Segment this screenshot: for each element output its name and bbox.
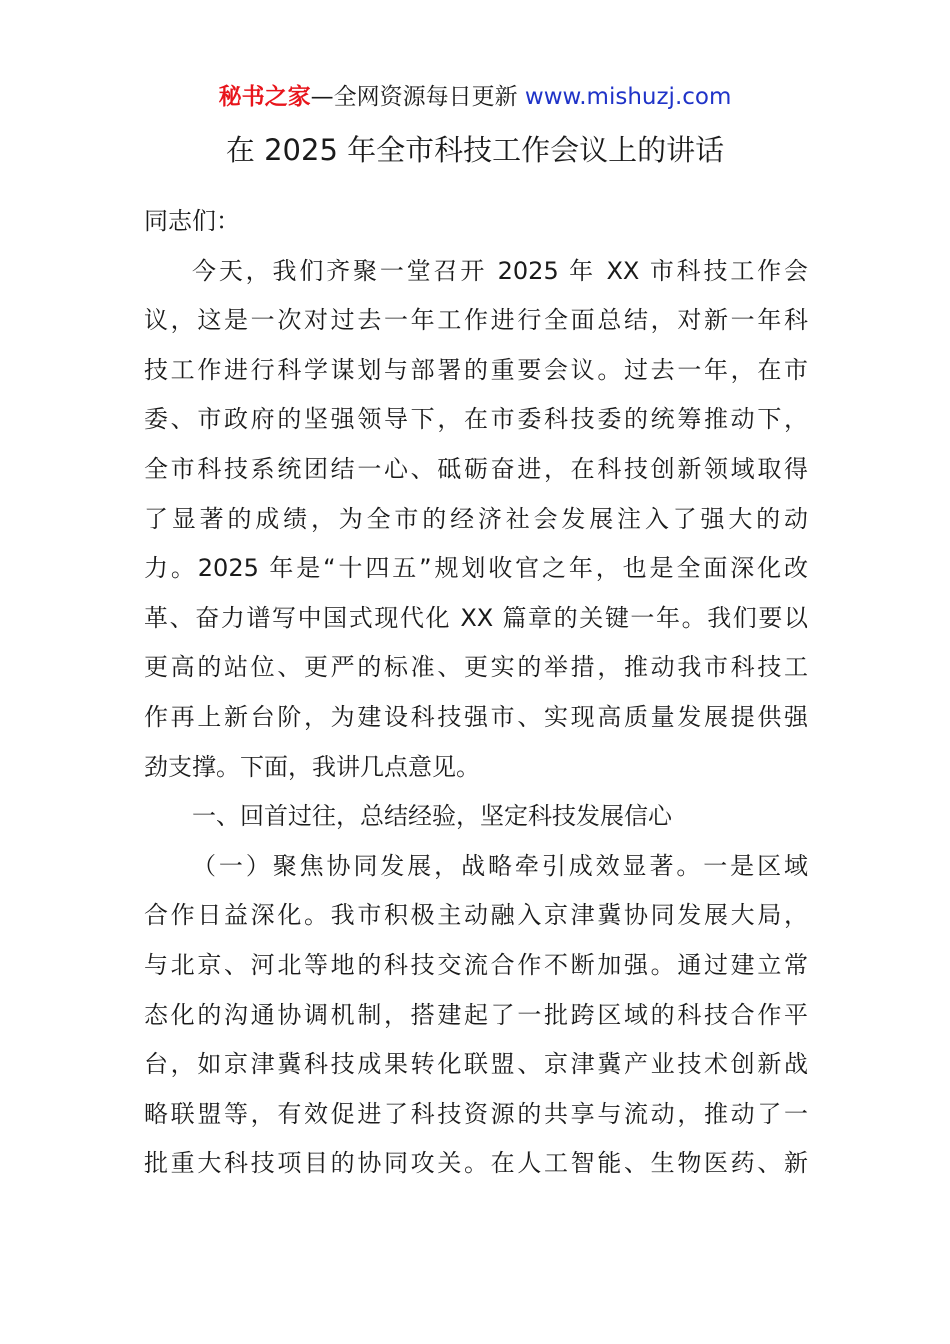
document-body <box>144 197 808 1189</box>
paragraph-2-line: 略联盟等，有效促进了科技资源的共享与流动，推动了一 <box>144 1099 808 1128</box>
paragraph-1-line: 委、市政府的坚强领导下，在市委科技委的统筹推动下， <box>144 405 808 434</box>
paragraph-1-line: 劲支撑。下面，我讲几点意见。 <box>144 752 480 781</box>
paragraph-1-line: 更高的站位、更严的标准、更实的举措，推动我市科技工 <box>144 653 808 682</box>
paragraph-2-line: 台，如京津冀科技成果转化联盟、京津冀产业技术创新战 <box>144 1050 808 1079</box>
section-heading: 一、回首过往，总结经验，坚定科技发展信心 <box>192 802 672 831</box>
paragraph-1-line: 全市科技系统团结一心、砥砺奋进，在科技创新领域取得 <box>144 454 808 483</box>
site-url[interactable]: www.mishuzj.com <box>524 84 732 110</box>
site-tagline: —全网资源每日更新 <box>310 84 525 110</box>
paragraph-1-line: 今天，我们齐聚一堂召开 2025 年 XX 市科技工作会 <box>192 256 808 285</box>
site-header <box>0 82 950 112</box>
paragraph-1-line: 技工作进行科学谋划与部署的重要会议。过去一年，在市 <box>144 355 808 384</box>
greeting: 同志们： <box>144 207 240 235</box>
paragraph-2-line: 合作日益深化。我市积极主动融入京津冀协同发展大局， <box>144 901 808 930</box>
document-title: 在 2025 年全市科技工作会议上的讲话 <box>225 133 725 167</box>
paragraph-1-line: 力。2025 年是“十四五”规划收官之年，也是全面深化改 <box>144 554 808 583</box>
paragraph-2-line: （一）聚焦协同发展，战略牵引成效显著。一是区域 <box>192 851 808 880</box>
site-brand: 秘书之家 <box>218 84 311 110</box>
paragraph-2-line: 与北京、河北等地的科技交流合作不断加强。通过建立常 <box>144 950 808 979</box>
paragraph-1-line: 议，这是一次对过去一年工作进行全面总结，对新一年科 <box>144 306 808 335</box>
paragraph-1-line: 作再上新台阶，为建设科技强市、实现高质量发展提供强 <box>144 702 808 731</box>
paragraph-1-line: 了显著的成绩，为全市的经济社会发展注入了强大的动 <box>144 504 808 533</box>
paragraph-1-line: 革、奋力谱写中国式现代化 XX 篇章的关键一年。我们要以 <box>144 603 808 632</box>
paragraph-2-line: 态化的沟通协调机制，搭建起了一批跨区域的科技合作平 <box>144 1000 808 1029</box>
paragraph-2-line: 批重大科技项目的协同攻关。在人工智能、生物医药、新 <box>144 1149 808 1178</box>
